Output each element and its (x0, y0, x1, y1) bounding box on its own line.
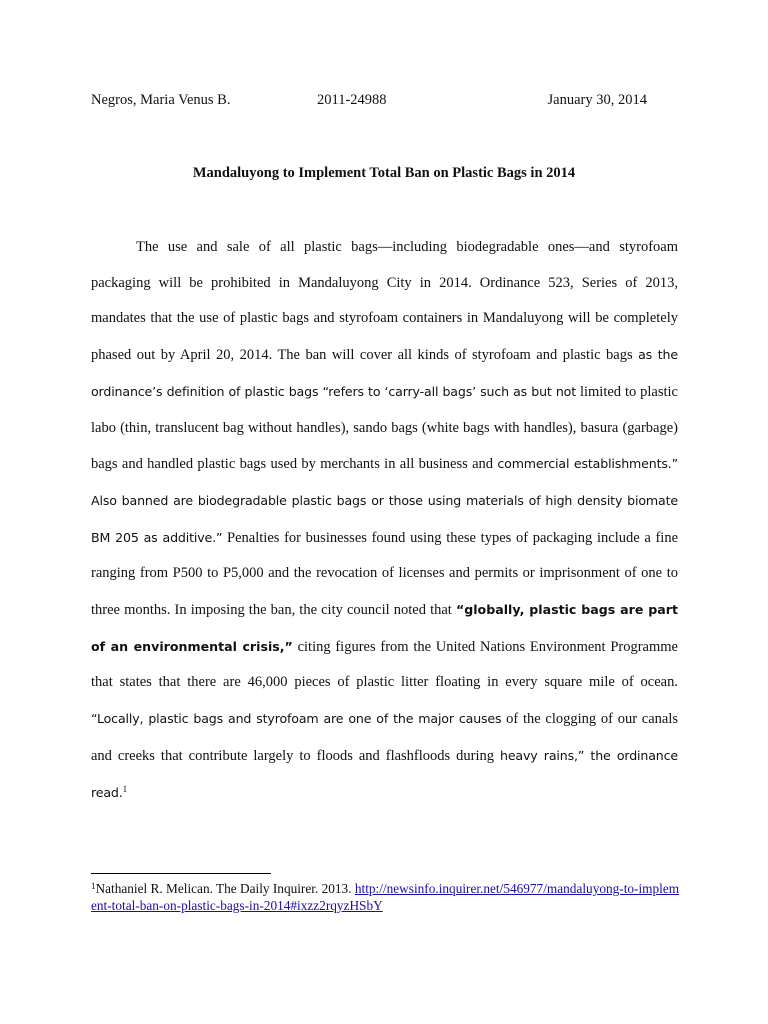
student-number: 2011-24988 (317, 92, 387, 108)
body-text-segment: limited to plastic labo (thin, translucent bag without handles), sando bags (white bags with handles), basura (garbage) bags and handled plastic bags used by merchants in all business and (91, 383, 678, 473)
body-text-segment: heavy rains,” the ordinance read. (91, 747, 679, 800)
bold-quote: “globally, plastic bags are part of an environmental crisis,” (91, 602, 679, 654)
body-text-segment: Penalties for businesses found using these types of packaging include a fine ranging from P500 to P5,000 and the revocation of licenses and permits or imprisonment of one to three months. In imposing the ban, the city council noted that (91, 529, 679, 619)
body-text-segment: The use and sale of all plastic bags—including biodegradable ones—and styrofoam packaging will be prohibited in Mandaluyong City in 2014. Ordinance 523, Series of 2013, mandates that the use of plastic bags and styrofoam containers in Mandaluyong will be completely phased out by April 20, 2014. The ban will cover all kinds of styrofoam and plastic bags (91, 239, 678, 364)
body-text-segment: citing figures from the United Nations Environment Programme that states that there are 46,000 pieces of plastic litter floating in every square mile of ocean. (91, 638, 678, 691)
body-text-segment: “Locally, plastic bags and styrofoam are one of the major causes (91, 711, 502, 727)
body-text-segment: commercial establishments.” Also banned are biodegradable plastic bags or those using materials of high density biomate BM 205 as additive.” (91, 456, 678, 545)
document-title: Mandaluyong to Implement Total Ban on Plastic Bags in 2014 (192, 165, 576, 181)
author-name: Negros, Maria Venus B. (91, 92, 231, 108)
footnote-citation: Nathaniel R. Melican. The Daily Inquirer. 2013. (95, 881, 355, 896)
footnote-divider (91, 873, 271, 874)
body-text-segment: of the clogging of our canals and creeks that contribute largely to floods and flashfloods during (91, 711, 678, 764)
document-date: January 30, 2014 (547, 92, 647, 108)
body-text-segment: as the ordinance’s definition of plastic bags “refers to ‘carry-all bags’ such as but not (91, 347, 678, 399)
footnote-mark: 1 (91, 881, 96, 891)
footnote-link[interactable]: http://newsinfo.inquirer.net/546977/mandaluyong-to-implement-total-ban-on-plastic-bags-in-2014#ixzz2rqyzHSbY (91, 881, 680, 913)
footnote (91, 880, 681, 914)
footnote-reference: 1 (122, 783, 128, 794)
document-header (91, 92, 647, 112)
body-paragraph (91, 230, 678, 811)
